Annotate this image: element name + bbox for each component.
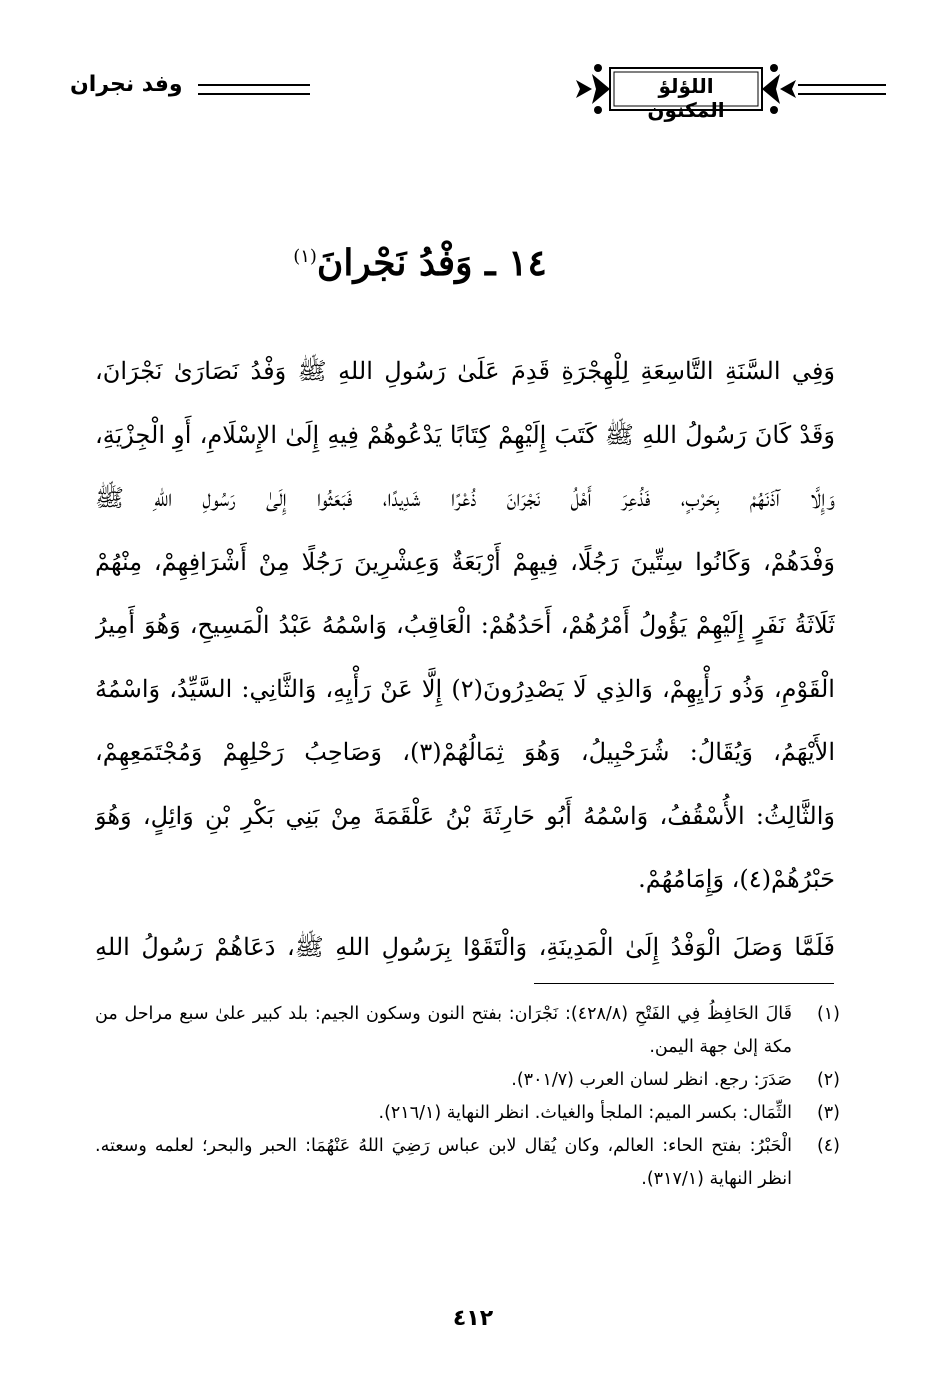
header-rule-right bbox=[798, 84, 886, 95]
chapter-title-text: ١٤ ـ وَفْدُ نَجْرانَ bbox=[316, 242, 547, 284]
text-line: الْقَوْمِ، وَذُو رَأْيِهِمْ، وَالذِي لَا يَصْدِرُونَ(٢) إِلَّا عَنْ رَأْيِهِ، وَالثَّانِي: السَّيِّدُ، وَاسْمُهُ bbox=[95, 674, 835, 703]
footnote-3 bbox=[95, 1097, 840, 1130]
book-title: اللؤلؤ المكنون bbox=[647, 74, 725, 122]
text-line: فَلَمَّا وَصَلَ الْوَفْدُ إِلَىٰ الْمَدِينَةِ، وَالْتَقَوْا بِرَسُولِ اللهِ ﷺ، دَعَاهُمْ رَسُولُ اللهِ bbox=[95, 932, 835, 961]
running-title: وفد نجران bbox=[70, 72, 183, 97]
text-line: وَإِلَّا آذَنَهُمْ بِحَرْبٍ، فَذُعِرَ أَهْلُ نَجْرَانَ ذُعْرًا شَدِيدًا، فَبَعَثُوا إِلَىٰ رَسُولِ اللهِ ﷺ bbox=[95, 484, 835, 512]
text-line: وَفْدَهُمْ، وَكَانُوا سِتِّينَ رَجُلًا، فِيهِمْ أَرْبَعَةٌ وَعِشْرِينَ رَجُلًا مِنْ أَشْرَافِهِمْ، مِنْهُمْ bbox=[95, 547, 835, 576]
footnote-text: صَدَرَ: رجع. انظر لسان العرب (٣٠١/٧). bbox=[511, 1070, 792, 1090]
footnote-4 bbox=[95, 1130, 840, 1196]
text-line: وَقَدْ كَانَ رَسُولُ اللهِ ﷺ كَتَبَ إِلَيْهِمْ كِتَابًا يَدْعُوهُمْ فِيهِ إِلَىٰ الإِسْلَامِ، أَوِ الْجِزْيَةِ، bbox=[95, 420, 835, 449]
text-line: حَبْرُهُمْ(٤)، وَإِمَامُهُمْ. bbox=[638, 865, 835, 893]
footnote-text: الْحَبْرُ: بفتح الحاء: العالم، وكان يُقال لابن عباس رَضِيَ اللهُ عَنْهُمَا: الحبر والبحر؛ لعلمه وسعته. انظر النهاية (٣١٧/١). bbox=[95, 1136, 792, 1189]
text-line: الأَيْهَمُ، وَيُقَالُ: شُرَحْبِيلُ، وَهُوَ ثِمَالُهُمْ(٣)، وَصَاحِبُ رَحْلِهِمْ وَمُجْتَمَعِهِمْ، bbox=[95, 738, 835, 766]
book-title-ornament bbox=[570, 60, 802, 122]
page-number: ٤١٢ bbox=[452, 1306, 494, 1331]
text-line: وَالثَّالِثُ: الأُسْقُفُ، وَاسْمُهُ أَبُو حَارِثَةَ بْنُ عَلْقَمَةَ مِنْ بَنِي بَكْرِ بْنِ وَائِلٍ، وَهُوَ bbox=[95, 801, 835, 830]
footnote-1 bbox=[95, 998, 840, 1064]
footnote-number: (١) bbox=[816, 1004, 840, 1024]
body-text bbox=[95, 340, 835, 979]
page-header bbox=[70, 56, 880, 120]
footnote-text: قَالَ الحَافِظُ فِي الفَتْحِ (٤٢٨/٨): نَجْرَان: بفتح النون وسكون الجيم: بلد كبير علىٰ سبع مراحل من مكة إلىٰ جهة اليمن. bbox=[95, 1004, 792, 1057]
footnote-separator bbox=[534, 983, 834, 984]
chapter-footnote-marker: (١) bbox=[293, 246, 317, 267]
text-line: ثَلَاثَةُ نَفَرٍ إِلَيْهِمْ يَؤُولُ أَمْرُهُمْ، أَحَدُهُمْ: الْعَاقِبُ، وَاسْمُهُ عَبْدُ الْمَسِيحِ، وَهُوَ أَمِيرُ bbox=[95, 611, 835, 639]
footnote-number: (٣) bbox=[816, 1103, 840, 1123]
footnote-2 bbox=[95, 1064, 840, 1097]
paragraph-2 bbox=[95, 916, 835, 980]
footnote-number: (٢) bbox=[816, 1070, 840, 1090]
paragraph-1 bbox=[95, 340, 835, 912]
chapter-title bbox=[200, 242, 640, 284]
footnote-text: الثِّمَال: بكسر الميم: الملجأ والغياث. انظر النهاية (٢١٦/١). bbox=[378, 1103, 792, 1123]
footnotes bbox=[95, 998, 840, 1196]
footnote-number: (٤) bbox=[816, 1136, 840, 1156]
header-rule-left bbox=[198, 84, 310, 95]
text-line: وَفِي السَّنَةِ التَّاسِعَةِ لِلْهِجْرَةِ قَدِمَ عَلَىٰ رَسُولِ اللهِ ﷺ وَفْدُ نَصَارَىٰ نَجْرَانَ، bbox=[95, 357, 835, 385]
